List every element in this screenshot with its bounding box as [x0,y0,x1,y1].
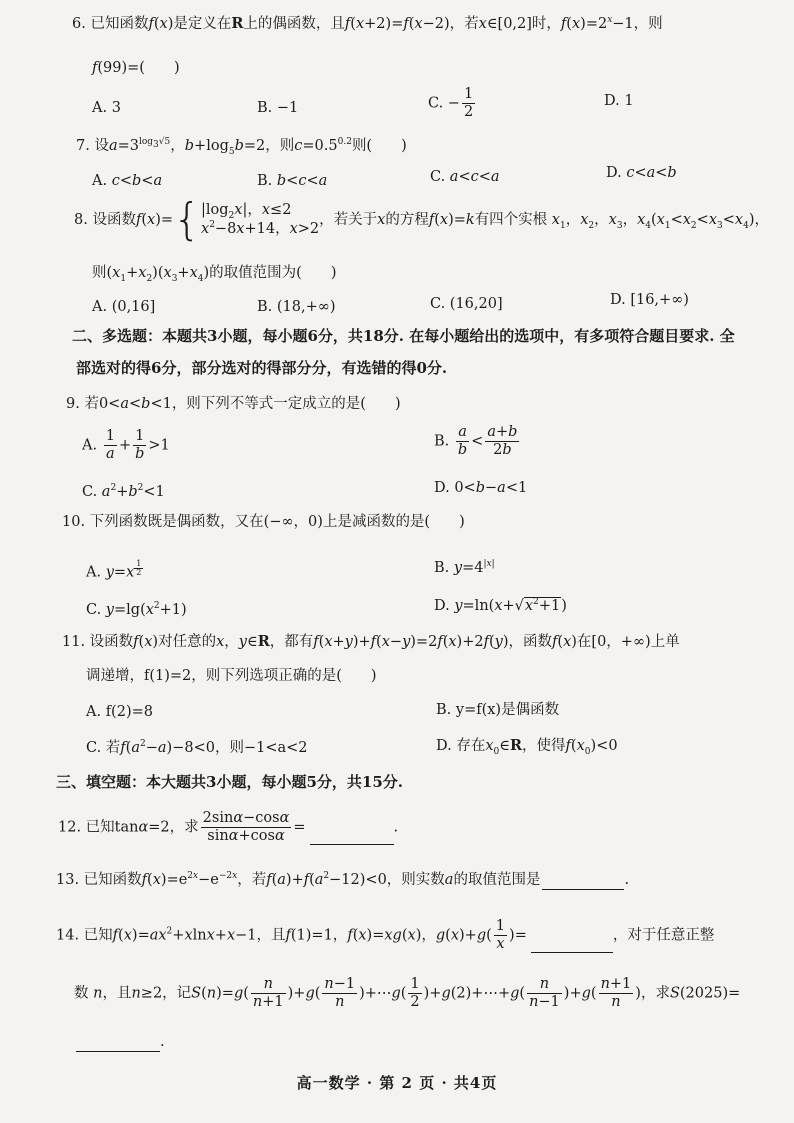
q14-answer-blank-2-line: . [76,1032,165,1052]
q7-option-d: D. c<a<b [606,165,677,181]
question-6-stem: 6. 已知函数f(x)是定义在R上的偶函数，且f(x+2)=f(x−2)，若x∈[0,2]时，$f(x)=2^x-1$，则 [72,15,663,32]
q6-option-a: A. 3 [92,100,121,116]
section-2-header-line2: 部选对的得6分，部分选对的得部分分，有选错的得0分. [76,359,448,377]
question-12-number: 12. [58,819,82,836]
question-7-stem: 7. 设$a=3^{log_3√5}$，$b+\log_5b=2$，则$c=0.5^{0.2}$则( ) [76,137,407,157]
q9-option-d: D. 0<b−a<1 [434,480,528,496]
question-13-number: 13. [56,872,80,888]
question-8-stem: 8. 设函数f(x)={ $|\log_2x|$，x≤2 $x^2-8x+14$，x>2 ，若关于x的方程f(x)=k有四个实根 $x_1$，$x_2$，$x_3$，$x_4(x_1<x_2<x_3<x_4)$， [74,194,769,245]
q11-option-c: C. 若$f(a^2-a)-8<0$，则−1<a<2 [86,739,308,756]
section-2-header-line1: 二、多选题：本题共3小题，每小题6分，共18分. 在每小题给出的选项中，有多项符合题目要求. 全 [72,327,735,345]
question-11-line2: 调递增，f(1)=2，则下列选项正确的是( ) [86,668,377,684]
question-9-stem: 9. 若0<a<b<1，则下列不等式一定成立的是( ) [66,396,401,412]
q8-option-c: C. (16,20] [430,296,503,312]
question-8-number: 8. [74,212,88,228]
q10-option-b: B. $y=4^{|x|}$ [434,559,495,576]
question-6-line2: f(99)=( ) [92,60,180,76]
question-11-number: 11. [62,634,86,650]
q7-option-b: B. b<c<a [257,173,328,189]
q8-option-a: A. (0,16] [92,299,156,315]
question-10-stem: 10. 下列函数既是偶函数，又在(−∞，0)上是减函数的是( ) [62,514,465,530]
q11-option-b: B. y=f(x)是偶函数 [436,702,560,718]
q13-answer-blank[interactable] [542,875,624,890]
question-7-number: 7. [76,138,90,154]
question-14-stem: 14. 已知$f(x)=ax^2+xlnx+x-1$，且f(1)=1，f(x)=xg(x)，g(x)+g( $\frac{1}{x}$ )= ，对于任意正整 [56,918,715,952]
question-14-line2: 数 n，且n≥2，记S(n)=g( $\frac{n}{n+1}$ )+g( $\frac{n-1}{n}$ )+⋯g( $\frac{1}{2}$ )+g(2)+⋯+g( $\frac{n}{n-1}$ )+g( $\frac{n+1}{n}$ )，求S(2025)= [74,976,741,1010]
q12-answer-blank[interactable] [310,830,394,845]
question-8-line2: 则$(x_1+x_2)(x_3+x_4)$的取值范围为( ) [92,265,337,284]
q6-option-c: C. − $\frac{1}{2}$ [428,86,474,120]
page-footer: 高一数学 · 第 2 页 · 共4页 [296,1074,498,1092]
q14-answer-blank-1[interactable] [531,938,613,953]
question-10-number: 10. [62,514,86,530]
q11-option-a: A. f(2)=8 [86,704,153,720]
q10-option-a: A. y=x $^{\frac{1}{2}}$ [86,559,142,581]
q8-option-d: D. [16,+∞) [610,292,689,308]
q9-option-c: C. $a^2+b^2<1$ [82,483,165,500]
section-3-header: 三、填空题：本大题共3小题，每小题5分，共15分. [56,773,403,791]
q9-option-b: B. $\frac{a}{b}$ < $\frac{a+b}{2b}$ [434,424,518,458]
q7-option-a: A. c<b<a [92,173,163,189]
q14-answer-blank-2[interactable] [76,1037,160,1052]
q10-option-c: C. $y=\lg(x^2+1)$ [86,601,187,618]
question-13-stem: 13. 已知函数$f(x)=e^{2x}-e^{-2x}$，若$f(a)+f(a^2-12)<0$，则实数a的取值范围是 . [56,871,630,888]
question-6-number: 6. [72,16,86,32]
q11-option-d: D. 存在$x_0\in R$，使得$f(x_0)<0$ [436,737,618,757]
question-12-stem: 12. 已知tanα=2，求 $\frac{2\sin\alpha-\cos\alpha}{\sin\alpha+\cos\alpha}$ = . [58,810,399,844]
q6-option-d: D. 1 [604,93,634,109]
question-14-number: 14. [56,927,80,944]
q6-option-b: B. −1 [257,100,299,116]
q7-option-c: C. a<c<a [430,169,500,185]
q10-option-d: D. $y=\ln(x+√x^2+1)$ [434,597,567,614]
question-9-number: 9. [66,396,80,412]
q9-option-a: A. $\frac{1}{a}$ + $\frac{1}{b}$ >1 [82,428,170,462]
question-11-stem: 11. 设函数f(x)对任意的x，y∈R，都有f(x+y)+f(x−y)=2f(x)+2f(y)，函数f(x)在[0，+∞)上单 [62,633,680,650]
q8-option-b: B. (18,+∞) [257,299,336,315]
